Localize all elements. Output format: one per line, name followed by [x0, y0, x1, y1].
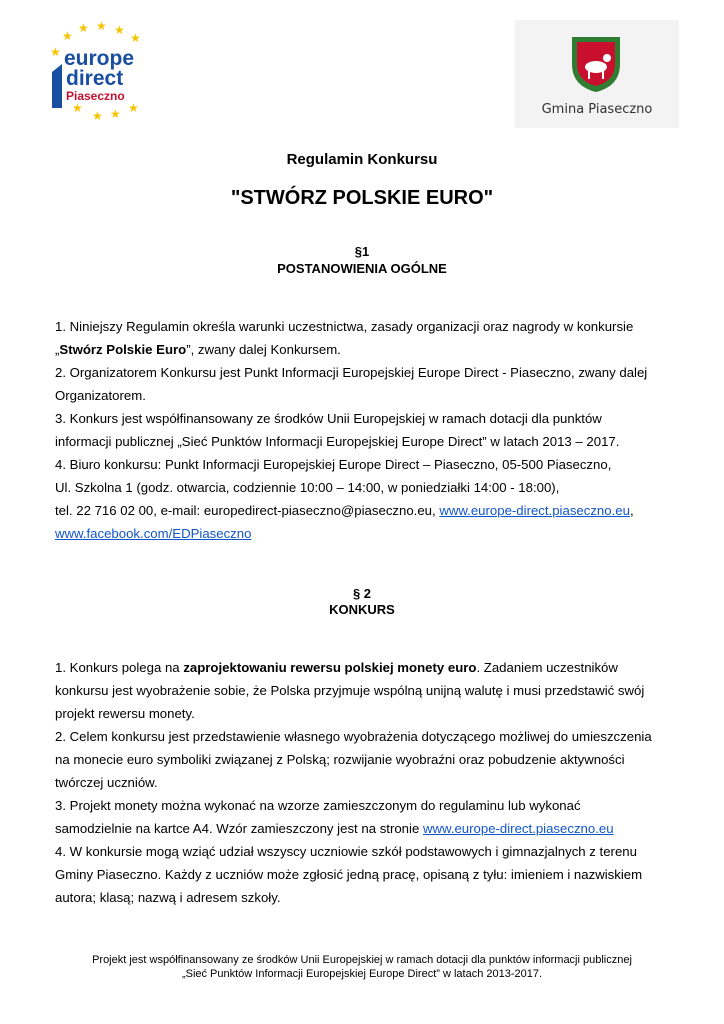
s2-line: autora; klasą; nazwą i adresem szkoły. — [55, 890, 281, 905]
s2-line: samodzielnie na kartce A4. Wzór zamieszczony jest na stronie www.europe-direct.piaseczno.eu — [55, 821, 614, 836]
s1-line: 4. Biuro konkursu: Punkt Informacji Europejskiej Europe Direct – Piaseczno, 05-500 Piaseczno, — [55, 457, 612, 472]
svg-text:★: ★ — [62, 29, 73, 43]
s2-line: 4. W konkursie mogą wziąć udział wszyscy uczniowie szkół podstawowych i gimnazjalnych z terenu — [55, 844, 637, 859]
svg-text:★: ★ — [72, 101, 83, 115]
s1-line: 2. Organizatorem Konkursu jest Punkt Informacji Europejskiej Europe Direct - Piaseczno, zwany dalej — [55, 365, 648, 380]
footer-line: „Sieć Punktów Informacji Europejskiej Europe Direct” w latach 2013-2017. — [181, 968, 543, 980]
footer-line: Projekt jest współfinansowany ze środków Unii Europejskiej w ramach dotacji dla punktów informacji publicznej — [92, 954, 632, 966]
s1-line — [55, 522, 675, 545]
contest-name: Stwórz Polskie Euro — [59, 342, 187, 357]
s2-line: twórczej uczniów. — [55, 775, 158, 790]
section-1-body — [55, 315, 675, 545]
svg-text:★: ★ — [110, 107, 121, 121]
page-footer — [0, 953, 724, 981]
svg-text:★: ★ — [92, 109, 103, 123]
contest-task: zaprojektowaniu rewersu polskiej monety euro — [183, 660, 477, 675]
document-subtitle: Regulamin Konkursu — [286, 151, 438, 168]
logo-piaseczno-text: Piaseczno — [66, 89, 125, 103]
gmina-caption: Gmina Piaseczno — [541, 102, 653, 117]
template-website-link[interactable]: www.europe-direct.piaseczno.eu — [422, 821, 614, 836]
svg-text:★: ★ — [78, 21, 89, 35]
s2-line: na monecie euro symboliki związanej z Polską; rozwijanie wyobraźni oraz pobudzenie aktywności — [55, 752, 625, 767]
s2-line: 3. Projekt monety można wykonać na wzorze zamieszczonym do regulaminu lub wykonać — [55, 798, 581, 813]
europe-direct-logo — [44, 20, 156, 126]
s2-line: 2. Celem konkursu jest przedstawienie własnego wyobrażenia dotyczącego możliwej do umieszczenia — [55, 729, 652, 744]
svg-text:★: ★ — [96, 20, 107, 33]
s1-line: informacji publicznej „Sieć Punktów Informacji Europejskiej Europe Direct” w latach 2013 – 2017. — [55, 434, 620, 449]
s2-line: 1. Konkurs polega na zaprojektowaniu rewersu polskiej monety euro. Zadaniem uczestników — [55, 660, 618, 675]
coat-of-arms-icon — [569, 34, 623, 94]
s2-line: projekt rewersu monety. — [55, 706, 195, 721]
s1-line: 1. Niniejszy Regulamin określa warunki uczestnictwa, zasady organizacji oraz nagrody w konkursie — [55, 319, 634, 334]
svg-text:★: ★ — [128, 101, 139, 115]
section-2-title: KONKURS — [329, 602, 395, 617]
svg-text:★: ★ — [130, 31, 141, 45]
logo-direct-text: direct — [66, 67, 124, 90]
facebook-link[interactable]: www.facebook.com/EDPiaseczno — [55, 526, 252, 541]
section-1-title: POSTANOWIENIA OGÓLNE — [277, 261, 447, 276]
svg-text:★: ★ — [114, 23, 125, 37]
section-1-number: §1 — [354, 244, 370, 259]
logo-europe-text: europe — [64, 47, 135, 70]
website-link[interactable]: www.europe-direct.piaseczno.eu — [439, 503, 630, 518]
s1-line: Organizatorem. — [55, 388, 146, 403]
section-2-number: § 2 — [352, 586, 372, 601]
s2-line: konkursu jest wyobrażenie sobie, że Polska przyjmuje wspólną unijną walutę i musi przedstawić swój — [55, 683, 645, 698]
gmina-piaseczno-logo — [515, 20, 679, 128]
section-2-body — [55, 656, 675, 909]
s1-line: „Stwórz Polskie Euro”, zwany dalej Konkursem. — [55, 342, 341, 357]
s2-line: Gminy Piaseczno. Każdy z uczniów może zgłosić jedną pracę, opisaną z tyłu: imieniem i nazwiskiem — [55, 867, 643, 882]
s1-line: Ul. Szkolna 1 (godz. otwarcia, codziennie 10:00 – 14:00, w poniedziałki 14:00 - 18:00), — [55, 480, 560, 495]
svg-text:★: ★ — [50, 45, 61, 59]
s1-line: tel. 22 716 02 00, e-mail: europedirect-piaseczno@piaseczno.eu, www.europe-direct.piaseczno.eu, — [55, 503, 634, 518]
s1-line: 3. Konkurs jest współfinansowany ze środków Unii Europejskiej w ramach dotacji dla punktów — [55, 411, 602, 426]
document-title: "STWÓRZ POLSKIE EURO" — [230, 187, 494, 209]
